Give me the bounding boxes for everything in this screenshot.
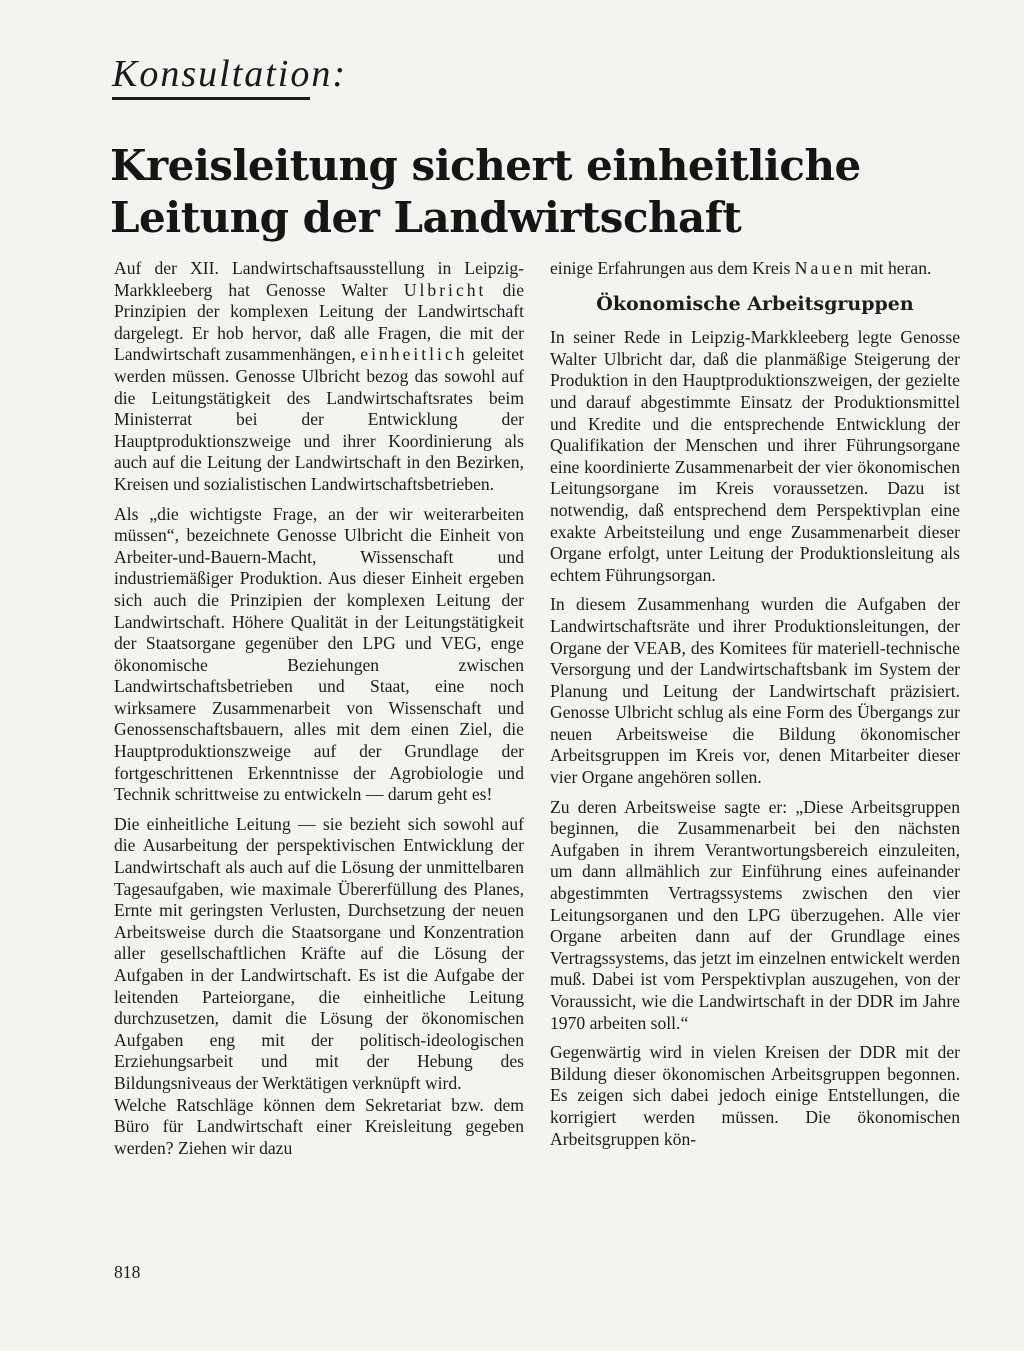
paragraph: Die einheitliche Leitung — sie bezieht sich sowohl auf die Ausarbeitung der perspektivischen Entwicklung der Landwirtschaft als auch auf die Lösung der unmittelbaren Tagesaufgaben, wie maximale Übererfüllung des Planes, Ernte mit geringsten Verlusten, Durchsetzung der neuen Arbeitsweise durch die Staatsorgane und Konzentration aller gesellschaftlichen Kräfte auf die Lösung der Aufgaben in der Landwirtschaft. Es ist die Aufgabe der leitenden Parteiorgane, die einheitliche Leitung durchzusetzen, damit die Lösung der ökonomischen Aufgaben eng mit der politisch-ideologischen Erziehungsarbeit und mit der Hebung des Bildungsniveaus der Werktätigen verknüpft wird. — [114, 813, 524, 1093]
paragraph: Zu deren Arbeitsweise sagte er: „Diese Arbeitsgruppen beginnen, die Zusammenarbeit bei den nächsten Aufgaben in ihrem Verantwortungsbereich einzuleiten, um dann allmählich zur Einführung eines aufeinander abgestimmten Vertragssystems zwischen den vier Leitungsorganen und den LPG überzugehen. Alle vier Organe arbeiten dann auf der Grundlage eines Vertragssystems, das jetzt im einzelnen entwickelt werden muß. Dabei ist vom Perspektivplan auszugehen, von der Voraussicht, wie die Landwirtschaft in der DDR im Jahre 1970 arbeiten soll.“ — [550, 796, 960, 1033]
paragraph: In seiner Rede in Leipzig-Markkleeberg legte Genosse Walter Ulbricht dar, daß die planmäßige Steigerung der Produktion in den Hauptproduktionszweigen, der gezielte und darauf abgestimmte Einsatz der Produktionsmittel und Kredite und die entsprechende Entwicklung der Qualifikation der Menschen und ihrer Führungsorgane eine koordinierte Zusammenarbeit der vier ökonomischen Leitungsorgane im Kreis voraussetzen. Dazu ist notwendig, daß entsprechend dem Perspektivplan eine exakte Arbeitsteilung und enge Zusammenarbeit dieser Organe erfolgt, unter Leitung der Produktionsleitung als echtem Führungsorgan. — [550, 327, 960, 585]
word-emphasis: einheitlich — [360, 344, 468, 365]
text-run: geleitet werden müssen. Genosse Ulbricht bezog das sowohl auf die Leitungstätigkeit des Landwirtschaftsrates beim Ministerrat bei der Entwicklung der Hauptproduktionszweige und ihrer Koordinierung als auch auf die Leitung der Landwirtschaft in den Bezirken, Kreisen und sozialistischen Landwirtschaftsbetrieben. — [114, 344, 524, 494]
text-run: die Prinzipien der komplexen Leitung der Landwirtschaft dargelegt. Er hob hervor, daß alle Fragen, die mit der Landwirtschaft zusammenhängen, — [114, 279, 524, 365]
section-subheading: Ökonomische Arbeitsgruppen — [596, 292, 914, 315]
kicker-underline — [112, 97, 310, 100]
article-kicker: Konsultation: — [112, 53, 348, 95]
article-headline: Kreisleitung sichert einheitliche Leitung der Landwirtschaft — [110, 141, 861, 243]
paragraph: Gegenwärtig wird in vielen Kreisen der DDR mit der Bildung dieser ökonomischen Arbeitsgruppen begonnen. Es zeigen sich dabei jedoch einige Entstellungen, die korrigiert werden müssen. Die ökonomischen Arbeitsgruppen kön- — [550, 1042, 960, 1149]
paragraph: Als „die wichtigste Frage, an der wir weiterarbeiten müssen“, bezeichnete Genosse Ulbricht die Einheit von Arbeiter-und-Bauern-Macht, Wissenschaft und industriemäßiger Produktion. Aus dieser Einheit ergeben sich auch die Prinzipien der komplexen Leitung der Landwirtschaft. Höhere Qualität in der Leitungstätigkeit der Staatsorgane gegenüber den LPG und VEG, enge ökonomische Beziehungen zwischen Landwirtschaftsbetrieben und Staat, eine noch wirksamere Zusammenarbeit von Wissenschaft und Genossenschaftsbauern, alles mit dem einen Ziel, die Hauptproduktionszweige auf der Grundlage der fortgeschrittenen Erkenntnisse der Agrobiologie und Technik schrittweise zu entwickeln — darum geht es! — [114, 503, 524, 805]
text-run: einige Erfahrungen aus dem Kreis — [550, 258, 795, 278]
paragraph: Welche Ratschläge können dem Sekretariat bzw. dem Büro für Landwirtschaft einer Kreisleitung gegeben werden? Ziehen wir dazu — [114, 1094, 524, 1158]
place-emphasis: Nauen — [794, 258, 856, 278]
name-emphasis: Ulbricht — [403, 279, 487, 300]
page-number: 818 — [114, 1262, 141, 1282]
left-column — [114, 258, 524, 1159]
right-column — [550, 258, 960, 1150]
paragraph — [550, 258, 960, 280]
text-run: mit heran. — [855, 258, 932, 278]
text-run: Auf der XII. Landwirtschaftsausstellung in Leipzig-Markkleeberg hat Genosse Walter — [114, 258, 524, 300]
paragraph — [114, 258, 524, 496]
paragraph: In diesem Zusammenhang wurden die Aufgaben der Landwirtschaftsräte und ihrer Produktionsleitungen, der Organe der VEAB, des Komitees für materiell-technische Versorgung und der Landwirtschaftsbank im System der Planung und Leitung der Landwirtschaft präzisiert. Genosse Ulbricht schlug als eine Form des Übergangs zur neuen Arbeitsweise die Bildung ökonomischer Arbeitsgruppen im Kreis vor, denen Mitarbeiter dieser vier Organe angehören sollen. — [550, 594, 960, 788]
